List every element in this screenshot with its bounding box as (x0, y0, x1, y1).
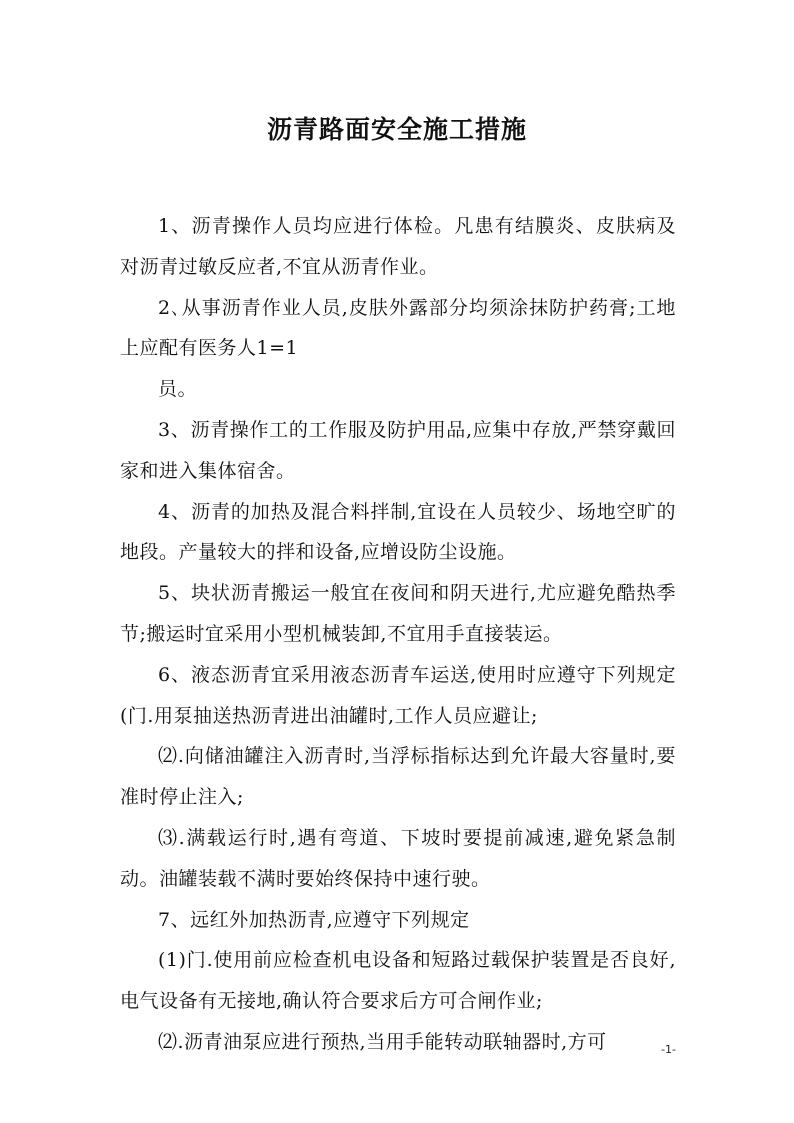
paragraph-7: 7、远红外加热沥青,应遵守下列规定 (158, 908, 470, 931)
paragraph-7-item-1: (1)门.使用前应检查机电设备和短路过载保护装置是否良好,电气设备有无接地,确认符合要求后方可合闸作业; (120, 949, 676, 1013)
paragraph-3: 3、沥青操作工的工作服及防护用品,应集中存放,严禁穿戴回家和进入集体宿舍。 (120, 418, 676, 482)
page-title: 沥青路面安全施工措施 (266, 115, 527, 144)
page-number: -1- (661, 1043, 676, 1056)
document-body (120, 206, 676, 1063)
paragraph-4: 4、沥青的加热及混合料拌制,宜设在人员较少、场地空旷的地段。产量较大的拌和设备,应增设防尘设施。 (120, 500, 676, 564)
paragraph-1: 1、沥青操作人员均应进行体检。凡患有结膜炎、皮肤病及对沥青过敏反应者,不宜从沥青作业。 (120, 215, 676, 278)
paragraph-7-item-2: ⑵.沥青油泵应进行预热,当用手能转动联轴器时,方可 (158, 1030, 607, 1053)
paragraph-6: 6、液态沥青宜采用液态沥青车运送,使用时应遵守下列规定(门.用泵抽送热沥青进出油罐时,工作人员应避让; (120, 663, 676, 727)
paragraph-6-item-3: ⑶.满载运行时,遇有弯道、下坡时要提前减速,避免紧急制动。油罐装载不满时要始终保持中速行驶。 (120, 826, 676, 890)
paragraph-6-item-2: ⑵.向储油罐注入沥青时,当浮标指标达到允许最大容量时,要准时停止注入; (120, 745, 676, 809)
paragraph-5: 5、块状沥青搬运一般宜在夜间和阴天进行,尤应避免酷热季节;搬运时宜采用小型机械装卸,不宜用手直接装运。 (120, 582, 676, 645)
paragraph-2-continued: 员。 (158, 378, 198, 401)
paragraph-2: 2､从事沥青作业人员,皮肤外露部分均须涂抹防护药膏;工地上应配有医务人1=1 (120, 296, 676, 360)
